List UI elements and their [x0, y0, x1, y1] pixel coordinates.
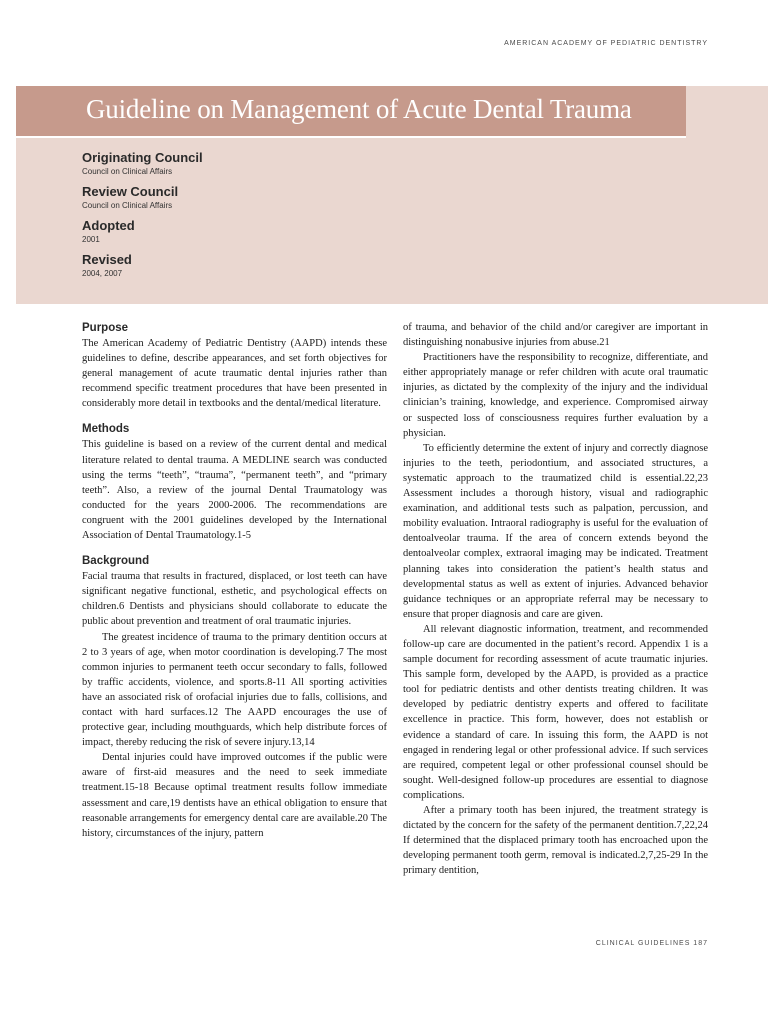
running-head: AMERICAN ACADEMY OF PEDIATRIC DENTISTRY [504, 40, 708, 47]
meta-label: Adopted [82, 218, 135, 233]
page-title: Guideline on Management of Acute Dental Trauma [86, 94, 632, 124]
right-column [403, 320, 708, 878]
meta-adopted [82, 218, 203, 246]
meta-label: Originating Council [82, 150, 203, 165]
meta-revised [82, 252, 203, 280]
meta-value: Council on Clinical Affairs [82, 167, 173, 176]
guideline-meta [82, 150, 203, 286]
background-paragraph: Facial trauma that results in fractured, displaced, or lost teeth can have significant negative functional, esthetic, and psychological effects on children.6 Dentists and physicians should collaborate to educate the public about prevention and treatment of oral traumatic injuries. [82, 571, 387, 628]
meta-label: Review Council [82, 184, 179, 199]
background-heading: Background [82, 555, 150, 568]
meta-value: Council on Clinical Affairs [82, 201, 173, 210]
purpose-paragraph: The American Academy of Pediatric Dentistry (AAPD) intends these guidelines to define, describe appearances, and set forth objectives for general management of acute traumatic dental injuries rather than recommend specific treatment procedures that have been presented in considerably more detail in textbooks and the dental/medical literature. [82, 338, 387, 410]
body-paragraph: All relevant diagnostic information, treatment, and recommended follow-up care are documented in the patient’s record. Appendix 1 is a sample document for recording assessment of acute traumatic injuries. This sample form, developed by the AAPD, is provided as a practice tool for pediatric dentists and other dentists treating children. It was developed by pediatric dentistry experts and offered to facilitate excellence in practice. This form, however, does not establish or evidence a standard of care. In issuing this form, the AAPD is not engaged in rendering legal or other professional advice. If such services are required, competent legal or other professional counsel should be sought. Well-designed follow-up procedures are essential to diagnose complications. [403, 623, 708, 801]
meta-label: Revised [82, 252, 132, 267]
page-footer: CLINICAL GUIDELINES 187 [595, 940, 708, 947]
background-paragraph: Dental injuries could have improved outcomes if the public were aware of first-aid measures and the need to seek immediate treatment.15-18 Because optimal treatment results follow immediate assessment and care,19 dentists have an ethical obligation to ensure that reasonable arrangements for emergency dental care are available.20 The history, circumstances of the injury, pattern [82, 752, 387, 839]
left-column [82, 320, 387, 841]
background-paragraph: The greatest incidence of trauma to the primary dentition occurs at 2 to 3 years of age, when motor coordination is developing.7 The most common injuries to permanent teeth occur secondary to falls, followed by traffic accidents, violence, and sports.8-11 All sporting activities have an associated risk of orofacial injuries due to falls, collisions, and contact with hard surfaces.12 The AAPD encourages the use of protective gear, including mouthguards, which help distribute forces of impact, thereby reducing the risk of severe injury.13,14 [82, 631, 387, 749]
body-paragraph: After a primary tooth has been injured, the treatment strategy is dictated by the concern for the safety of the permanent dentition.7,22,24 If determined that the displaced primary tooth has encroached upon the developing permanent tooth germ, removal is indicated.2,7,25-29 In the primary dentition, [403, 805, 708, 877]
body-paragraph: Practitioners have the responsibility to recognize, differentiate, and either appropriately manage or refer children with acute oral traumatic injuries, as dictated by the complexity of the injury and the individual clinician’s training, knowledge, and experience. Compromised airway or suspected loss of consciousness requires further evaluation by a physician. [403, 352, 708, 439]
body-paragraph: To efficiently determine the extent of injury and correctly diagnose injuries to the teeth, periodontium, and associated structures, a systematic approach to the traumatized child is essential.22,23 Assessment includes a thorough history, visual and radiographic examination, and additional tests such as palpation, percussion, and mobility evaluation. Intraoral radiography is useful for the evaluation of dentoalveolar trauma. If the area of concern extends beyond the dentoalveolar complex, extraoral imaging may be indicated. Treatment planning takes into consideration the patient’s health status and developmental status as well as extent of injuries. Advanced behavior guidance techniques or an appropriate referral may be necessary to ensure that proper diagnosis and care are given. [403, 442, 708, 620]
purpose-heading: Purpose [82, 322, 129, 334]
meta-review-council [82, 184, 203, 212]
meta-value: 2001 [82, 235, 100, 244]
methods-paragraph: This guideline is based on a review of the current dental and medical literature related to dental trauma. A MEDLINE search was conducted using the terms “teeth”, “trauma”, “permanent teeth”, and “primary teeth”. Also, a review of the journal Dental Traumatology was conducted for the years 2000-2006. The recommendations are congruent with the 2001 guidelines developed by the International Association of Dental Traumatology.1-5 [82, 439, 387, 542]
body-paragraph: of trauma, and behavior of the child and/or caregiver are important in distinguishing nonabusive injuries from abuse.21 [403, 322, 708, 349]
meta-value: 2004, 2007 [82, 269, 123, 278]
methods-heading: Methods [82, 423, 130, 436]
meta-originating-council [82, 150, 203, 178]
title-bar [16, 86, 686, 138]
